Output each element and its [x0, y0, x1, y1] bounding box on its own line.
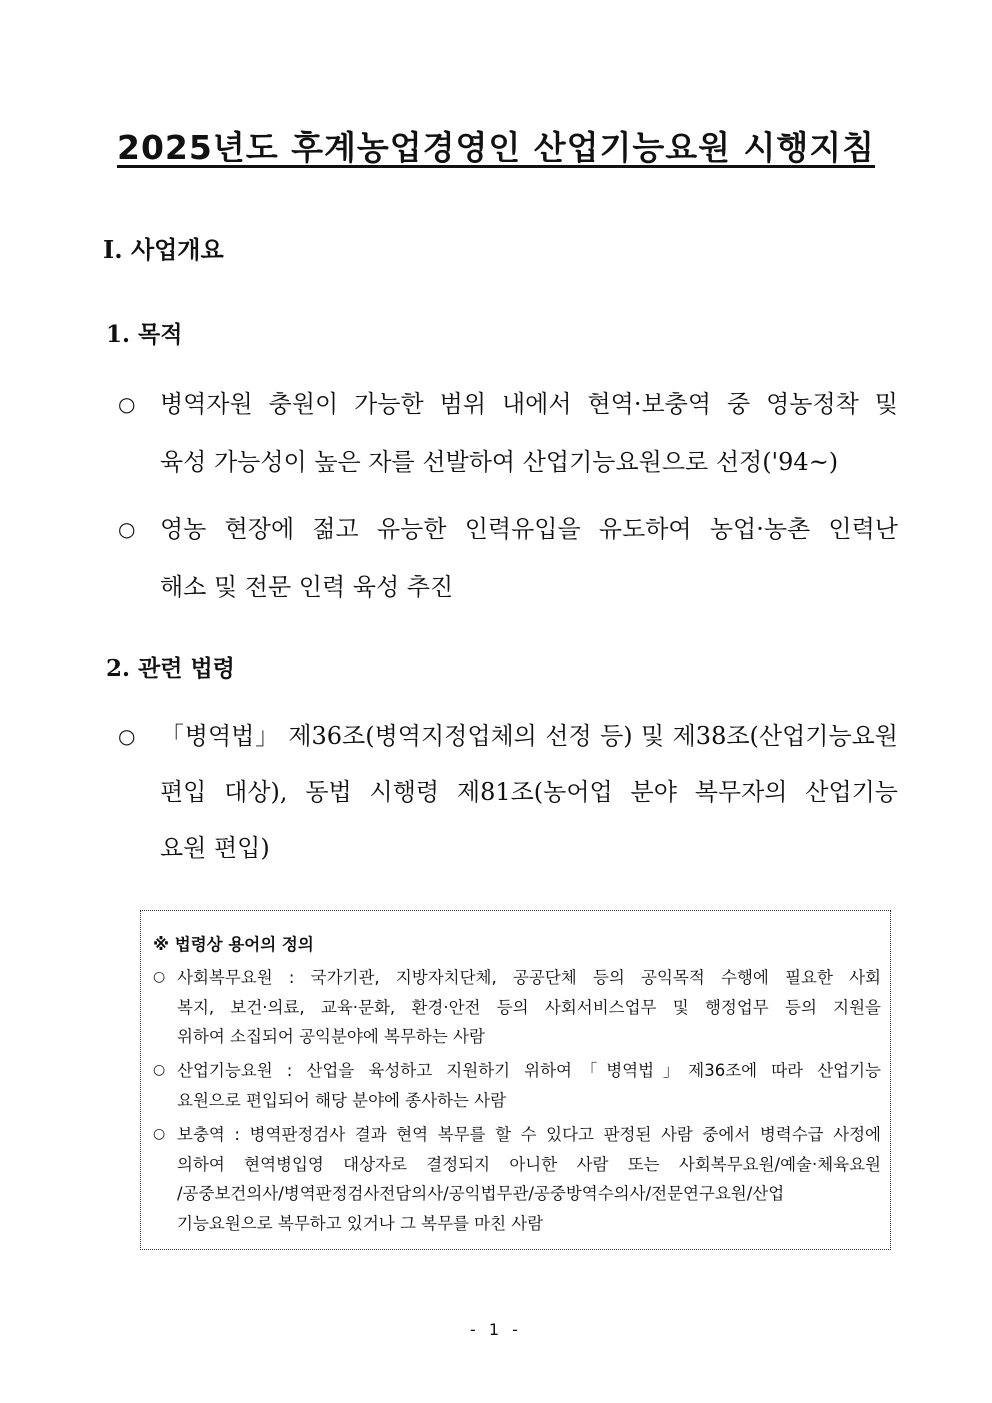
definition-item-1-line-2: 복지, 보건·의료, 교육·문화, 환경·안전 등의 사회서비스업무 및 행정업무 등의 지원을: [177, 997, 881, 1017]
purpose-heading: 1. 목적: [106, 321, 183, 348]
circle-bullet-icon: ○: [118, 517, 136, 541]
definitions-box: [140, 910, 891, 1250]
laws-item-1-line-3: 요원 편입): [160, 834, 270, 862]
definition-item-1-line-3: 위하여 소집되어 공익분야에 복무하는 사람: [177, 1027, 485, 1046]
circle-bullet-icon: ○: [118, 392, 136, 416]
laws-item-1-line-2: 편입 대상), 동법 시행령 제81조(농어업 분야 복무자의 산업기능: [160, 778, 898, 806]
circle-bullet-icon: ○: [153, 969, 166, 985]
circle-bullet-icon: ○: [153, 1126, 166, 1142]
laws-heading: 2. 관련 법령: [106, 655, 235, 682]
definition-item-3-line-4: 기능요원으로 복무하고 있거나 그 복무를 마친 사람: [177, 1213, 544, 1233]
definition-item-3-line-2: 의하여 현역병입영 대상자로 결정되지 아니한 사람 또는 사회복무요원/예술·체육요원: [177, 1154, 881, 1174]
definition-item-1-line-1: 사회복무요원 : 국가기관, 지방자치단체, 공공단체 등의 공익목적 수행에 필요한 사회: [177, 968, 881, 987]
definition-item-2-line-2: 요원으로 편입되어 해당 분야에 종사하는 사람: [177, 1090, 507, 1110]
purpose-item-1-line-1: 병역자원 충원이 가능한 범위 내에서 현역·보충역 중 영농정착 및: [160, 390, 898, 418]
purpose-item-1-line-2: 육성 가능성이 높은 자를 선발하여 산업기능요원으로 선정('94~): [160, 448, 839, 476]
definition-item-3-line-3: /공중보건의사/병역판정검사전담의사/공익법무관/공중방역수의사/전문연구요원/산업: [177, 1184, 785, 1203]
document-title: 2025년도 후계농업경영인 산업기능요원 시행지침: [117, 128, 875, 167]
purpose-item-2-line-1: 영농 현장에 젊고 유능한 인력유입을 유도하여 농업·농촌 인력난: [160, 515, 898, 543]
circle-bullet-icon: ○: [118, 724, 136, 748]
definition-item-2-line-1: 산업기능요원 : 산업을 육성하고 지원하기 위하여「병역법」제36조에 따라 산업기능: [177, 1061, 881, 1080]
circle-bullet-icon: ○: [153, 1062, 166, 1078]
page-number: - 1 -: [470, 1320, 522, 1339]
definition-item-3-line-1: 보충역 : 병역판정검사 결과 현역 복무를 할 수 있다고 판정된 사람 중에서 병력수급 사정에: [177, 1125, 881, 1144]
section-heading: Ⅰ. 사업개요: [103, 235, 224, 264]
laws-item-1-line-1: 「병역법」 제36조(병역지정업체의 선정 등) 및 제38조(산업기능요원: [160, 722, 898, 750]
definitions-title: ※ 법령상 용어의 정의: [153, 935, 314, 954]
purpose-item-2-line-2: 해소 및 전문 인력 육성 추진: [160, 573, 454, 601]
